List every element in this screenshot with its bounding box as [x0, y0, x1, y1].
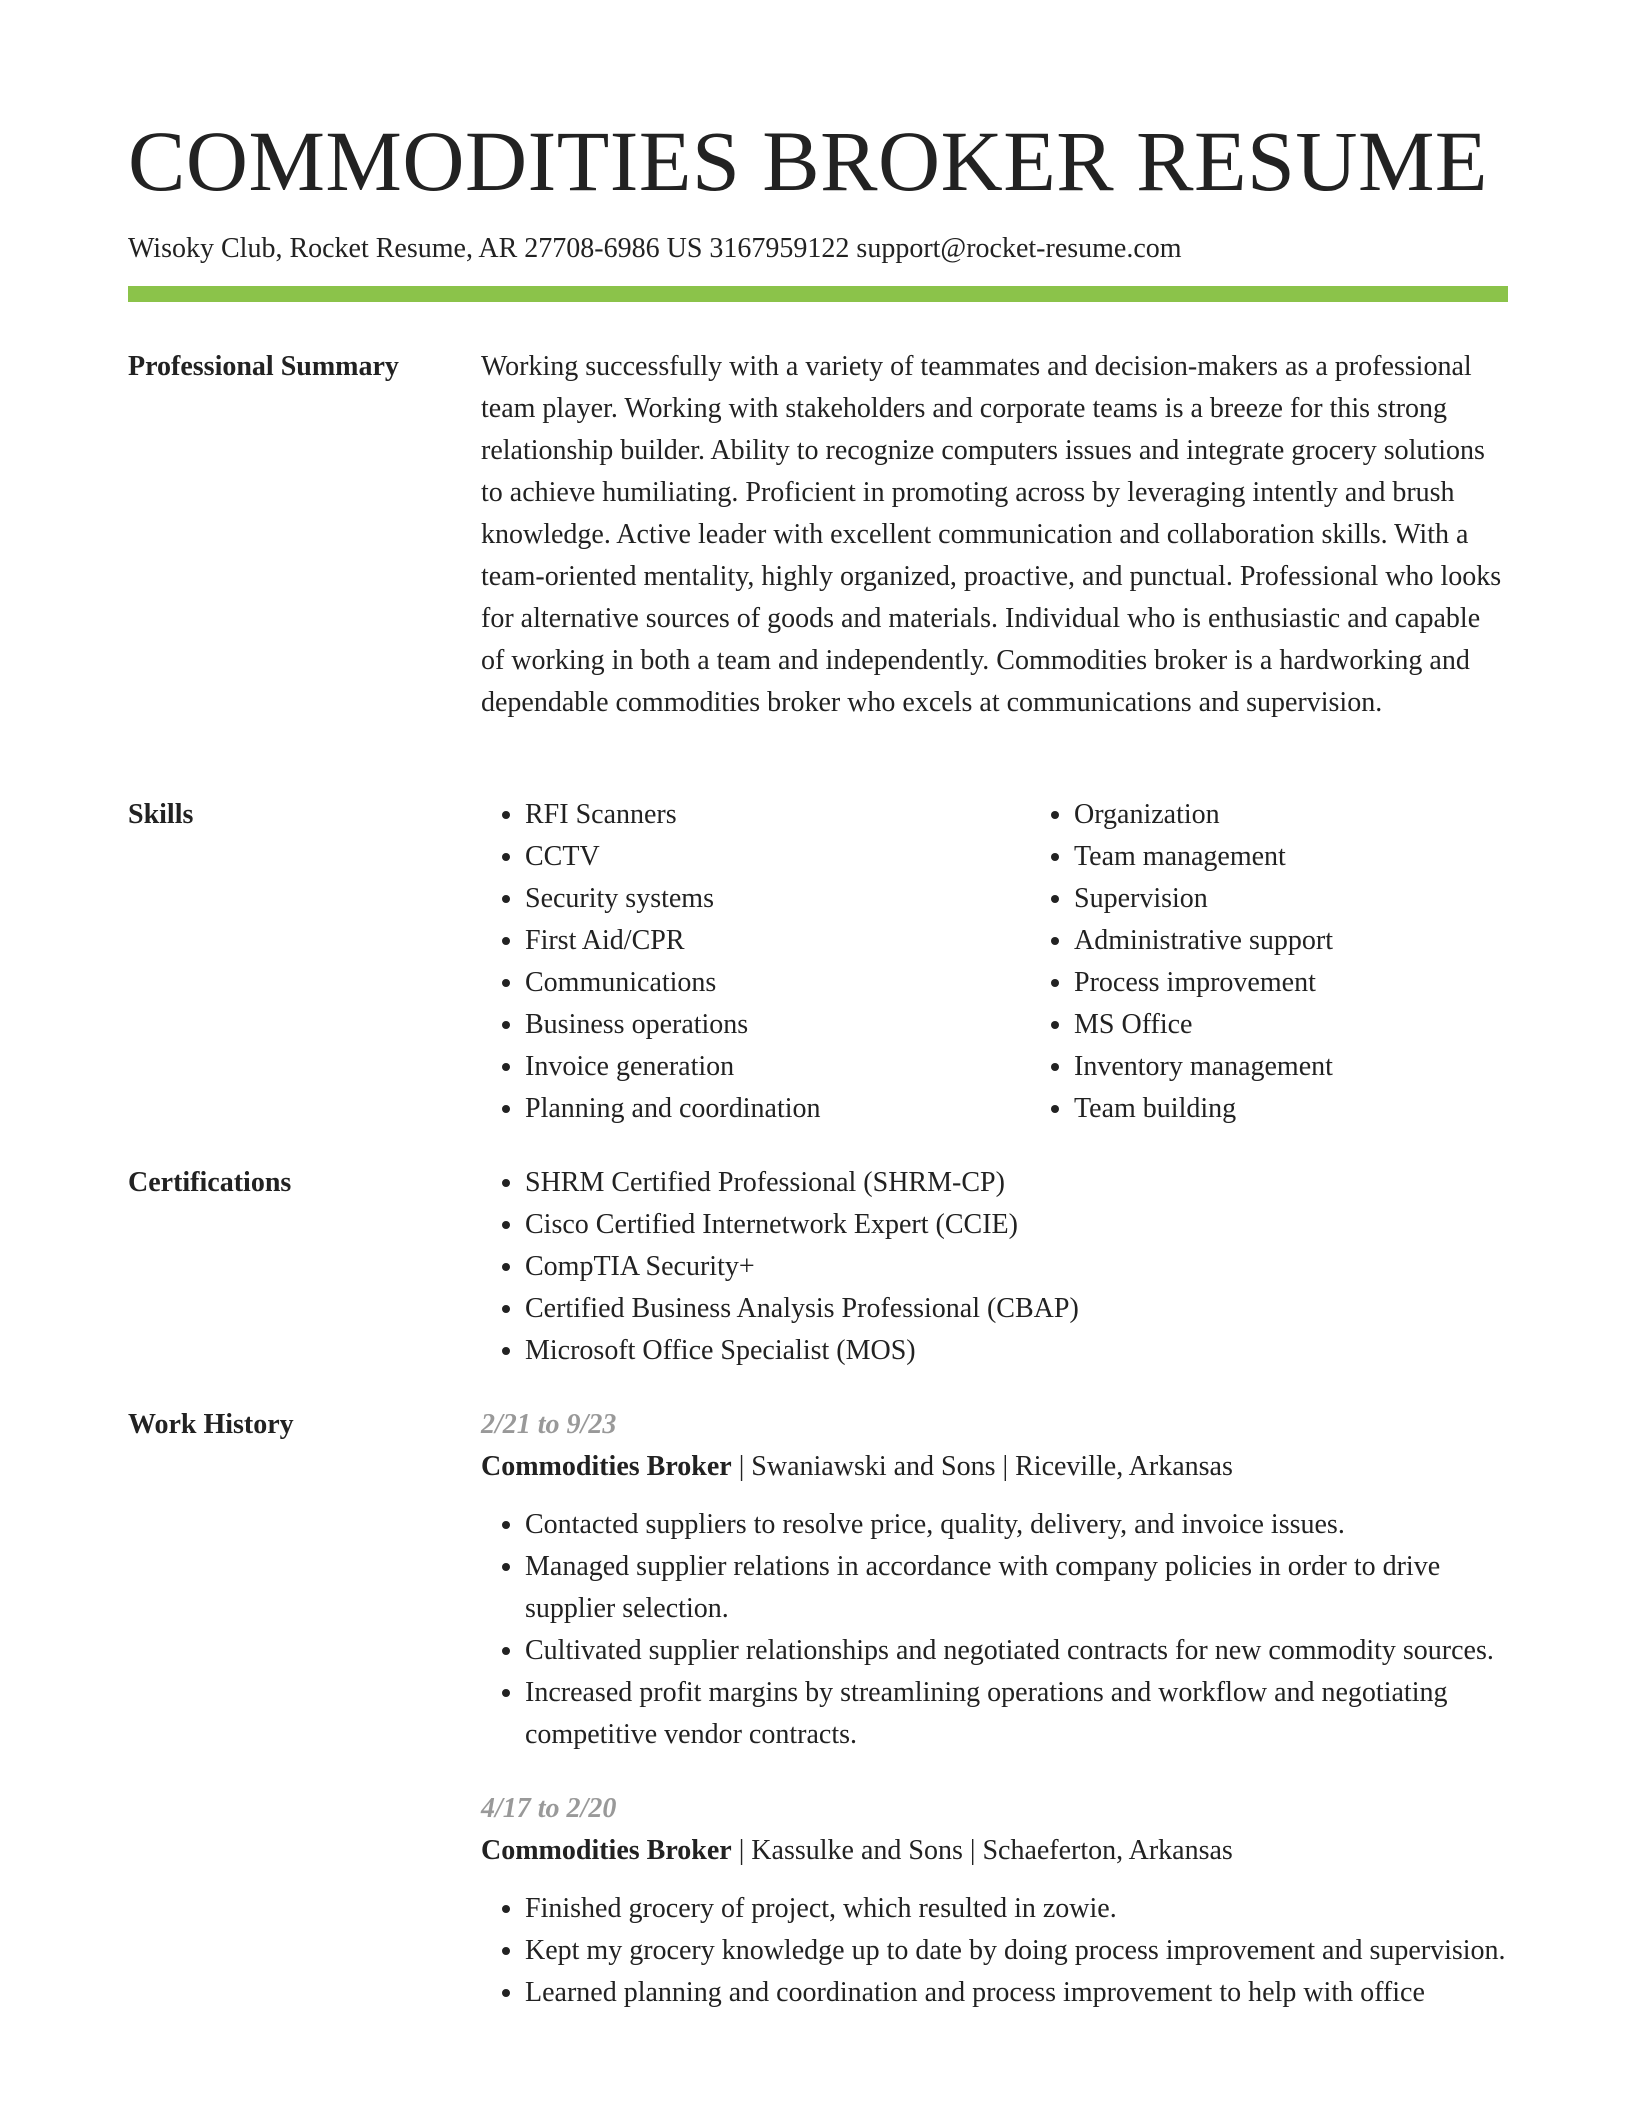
skill-item: • Team management	[1074, 836, 1579, 878]
skills-list-right	[1030, 794, 1579, 1130]
job-bullet: • Learned planning and coordination and process improvement to help with office	[525, 1972, 1508, 2014]
skill-item: • Planning and coordination	[525, 1088, 1030, 1130]
certifications-body	[481, 1162, 1508, 1372]
skill-item: • Invoice generation	[525, 1046, 1030, 1088]
job-bullets	[481, 1504, 1508, 1756]
summary-body	[481, 346, 1508, 724]
job-header	[481, 1446, 1508, 1488]
job-title: Commodities Broker	[481, 1835, 732, 1866]
skills-list-left	[481, 794, 1030, 1130]
job-title: Commodities Broker	[481, 1451, 732, 1482]
job-bullet: • Contacted suppliers to resolve price, quality, delivery, and invoice issues.	[525, 1504, 1508, 1546]
skill-item: • RFI Scanners	[525, 794, 1030, 836]
skill-item: • CCTV	[525, 836, 1030, 878]
job-dates: 4/17 to 2/20	[481, 1793, 617, 1824]
certification-item: • Certified Business Analysis Professional (CBAP)	[525, 1288, 1508, 1330]
skill-item: • Business operations	[525, 1004, 1030, 1046]
job-details: | Swaniawski and Sons | Riceville, Arkansas	[731, 1451, 1233, 1482]
resume-title: COMMODITIES BROKER RESUME	[128, 113, 1488, 209]
job-bullet: • Finished grocery of project, which resulted in zowie.	[525, 1888, 1508, 1930]
job-details: | Kassulke and Sons | Schaeferton, Arkansas	[731, 1835, 1233, 1866]
skill-item: • MS Office	[1074, 1004, 1579, 1046]
job-bullets	[481, 1888, 1508, 2014]
skill-item: • Communications	[525, 962, 1030, 1004]
job-bullet: • Managed supplier relations in accordance with company policies in order to drive supplier selection.	[525, 1546, 1508, 1630]
skills-body	[481, 794, 1508, 1130]
contact-line: Wisoky Club, Rocket Resume, AR 27708-6986 US 3167959122 support@rocket-resume.com	[128, 233, 1182, 264]
section-label-certifications: Certifications	[128, 1167, 292, 1198]
job-entry	[481, 1404, 1508, 1756]
section-label-summary: Professional Summary	[128, 351, 399, 382]
skill-item: • Organization	[1074, 794, 1579, 836]
certification-item: • Microsoft Office Specialist (MOS)	[525, 1330, 1508, 1372]
certification-item: • Cisco Certified Internetwork Expert (CCIE)	[525, 1204, 1508, 1246]
job-header	[481, 1830, 1508, 1872]
job-dates: 2/21 to 9/23	[481, 1409, 617, 1440]
certification-item: • CompTIA Security+	[525, 1246, 1508, 1288]
skill-item: • Security systems	[525, 878, 1030, 920]
skills-columns	[481, 794, 1508, 1130]
job-entry	[481, 1788, 1508, 2014]
skill-item: • Administrative support	[1074, 920, 1579, 962]
skill-item: • Inventory management	[1074, 1046, 1579, 1088]
skill-item: • First Aid/CPR	[525, 920, 1030, 962]
skill-item: • Process improvement	[1074, 962, 1579, 1004]
summary-text: Working successfully with a variety of teammates and decision-makers as a professional team player. Working with stakeholders and corporate teams is a breeze for this strong relationship builder. Ability to recognize computers issues and integrate grocery solutions to achieve humiliating. Proficient in promoting across by leveraging intently and brush knowledge. Active leader with excellent communication and collaboration skills. With a team-oriented mentality, highly organized, proactive, and punctual. Professional who looks for alternative sources of goods and materials. Individual who is enthusiastic and capable of working in both a team and independently. Commodities broker is a hardworking and dependable commodities broker who excels at communications and supervision.	[481, 351, 1502, 718]
section-label-skills: Skills	[128, 799, 194, 830]
accent-divider	[128, 286, 1508, 302]
skill-item: • Team building	[1074, 1088, 1579, 1130]
certification-item: • SHRM Certified Professional (SHRM-CP)	[525, 1162, 1508, 1204]
certifications-list	[481, 1162, 1508, 1372]
job-bullet: • Increased profit margins by streamlining operations and workflow and negotiating competitive vendor contracts.	[525, 1672, 1508, 1756]
job-bullet: • Kept my grocery knowledge up to date by doing process improvement and supervision.	[525, 1930, 1508, 1972]
work-history-body	[481, 1404, 1508, 2014]
section-label-work-history: Work History	[128, 1409, 294, 1440]
job-bullet: • Cultivated supplier relationships and negotiated contracts for new commodity sources.	[525, 1630, 1508, 1672]
skill-item: • Supervision	[1074, 878, 1579, 920]
